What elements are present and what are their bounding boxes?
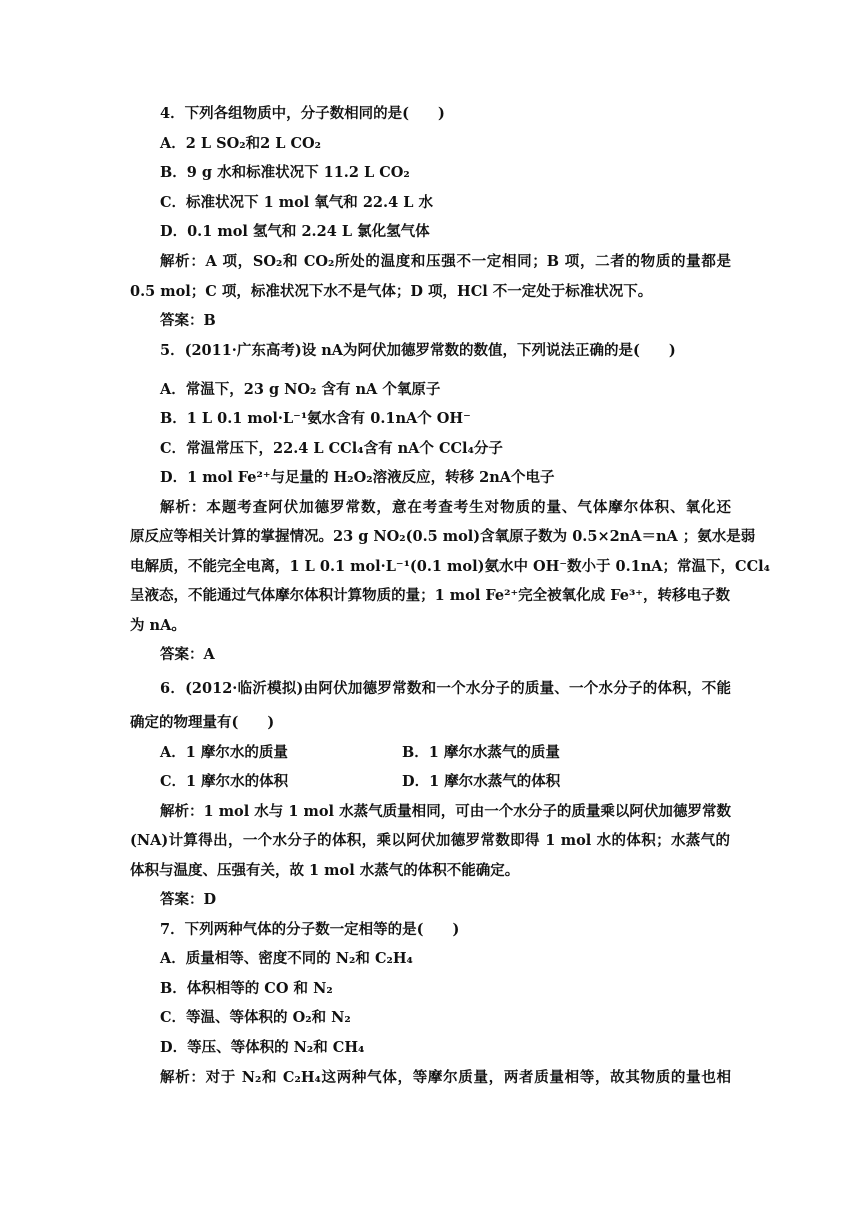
q6-stem-line-2: 确定的物理量有( ) [130, 714, 275, 731]
q7-option-d: D．等压、等体积的 N₂和 CH₄ [160, 1039, 365, 1056]
q6-analysis-line-2: (NA)计算得出，一个水分子的体积，乘以阿伏加德罗常数即得 1 mol 水的体积；水蒸气的 [130, 832, 730, 849]
q5-option-c: C．常温常压下，22.4 L CCl₄含有 nA个 CCl₄分子 [160, 440, 503, 457]
q7-stem: 7．下列两种气体的分子数一定相等的是( ) [160, 921, 460, 938]
q5-analysis-line-1: 解析：本题考查阿伏加德罗常数，意在考查考生对物质的量、气体摩尔体积、氧化还 [160, 499, 731, 516]
q5-option-d: D．1 mol Fe²⁺与足量的 H₂O₂溶液反应，转移 2nA个电子 [160, 469, 555, 486]
q4-option-b: B．9 g 水和标准状况下 11.2 L CO₂ [160, 164, 410, 181]
q6-analysis-line-1: 解析：1 mol 水与 1 mol 水蒸气质量相同，可由一个水分子的质量乘以阿伏加德罗常数 [160, 803, 731, 820]
q4-option-d: D．0.1 mol 氢气和 2.24 L 氯化氢气体 [160, 223, 430, 240]
q5-analysis-line-4: 呈液态，不能通过气体摩尔体积计算物质的量；1 mol Fe²⁺完全被氧化成 Fe³⁺，转移电子数 [130, 587, 730, 604]
q5-analysis-line-2: 原反应等相关计算的掌握情况。23 g NO₂(0.5 mol)含氧原子数为 0.5×2nA＝nA ；氨水是弱 [130, 528, 756, 545]
q6-answer: 答案：D [160, 891, 217, 908]
q4-option-a: A．2 L SO₂和2 L CO₂ [160, 135, 321, 152]
q6-option-c: C．1 摩尔水的体积 [160, 773, 289, 790]
q4-stem: 4．下列各组物质中，分子数相同的是( ) [160, 105, 445, 122]
analysis-label: 解析： [160, 1069, 206, 1086]
q5-analysis-line-3: 电解质，不能完全电离，1 L 0.1 mol·L⁻¹(0.1 mol)氨水中 OH⁻数小于 0.1nA；常温下，CCl₄ [130, 558, 770, 575]
q6-stem-line-1: 6．(2012·临沂模拟)由阿伏加德罗常数和一个水分子的质量、一个水分子的体积，不能 [160, 680, 731, 697]
q4-option-c: C．标准状况下 1 mol 氧气和 22.4 L 水 [160, 194, 433, 211]
q7-option-c: C．等温、等体积的 O₂和 N₂ [160, 1009, 351, 1026]
q7-option-a: A．质量相等、密度不同的 N₂和 C₂H₄ [160, 950, 413, 967]
q4-analysis-line-1: 解析：A 项，SO₂和 CO₂所处的温度和压强不一定相同；B 项，二者的物质的量都是 [160, 253, 732, 270]
q6-option-d: D．1 摩尔水蒸气的体积 [402, 773, 561, 790]
q5-analysis-line-5: 为 nA。 [130, 617, 186, 634]
q7-option-b: B．体积相等的 CO 和 N₂ [160, 980, 333, 997]
q4-analysis-line-2: 0.5 mol；C 项，标准状况下水不是气体；D 项，HCl 不一定处于标准状况下。 [130, 283, 653, 300]
q5-option-b: B．1 L 0.1 mol·L⁻¹氨水含有 0.1nA个 OH⁻ [160, 410, 471, 427]
q6-option-b: B．1 摩尔水蒸气的质量 [402, 744, 560, 761]
q5-option-a: A．常温下，23 g NO₂ 含有 nA 个氧原子 [160, 381, 441, 398]
analysis-label: 解析： [160, 499, 207, 516]
q5-stem: 5．(2011·广东高考)设 nA为阿伏加德罗常数的数值，下列说法正确的是( ) [160, 342, 676, 359]
q7-analysis-line-1: 解析：对于 N₂和 C₂H₄这两种气体，等摩尔质量，两者质量相等，故其物质的量也相 [160, 1069, 732, 1086]
q6-option-a: A．1 摩尔水的质量 [160, 744, 288, 761]
analysis-label: 解析： [160, 803, 204, 820]
q5-answer: 答案：A [160, 646, 215, 663]
q6-analysis-line-3: 体积与温度、压强有关，故 1 mol 水蒸气的体积不能确定。 [130, 862, 520, 879]
analysis-label: 解析： [160, 253, 206, 270]
q4-answer: 答案：B [160, 312, 216, 329]
